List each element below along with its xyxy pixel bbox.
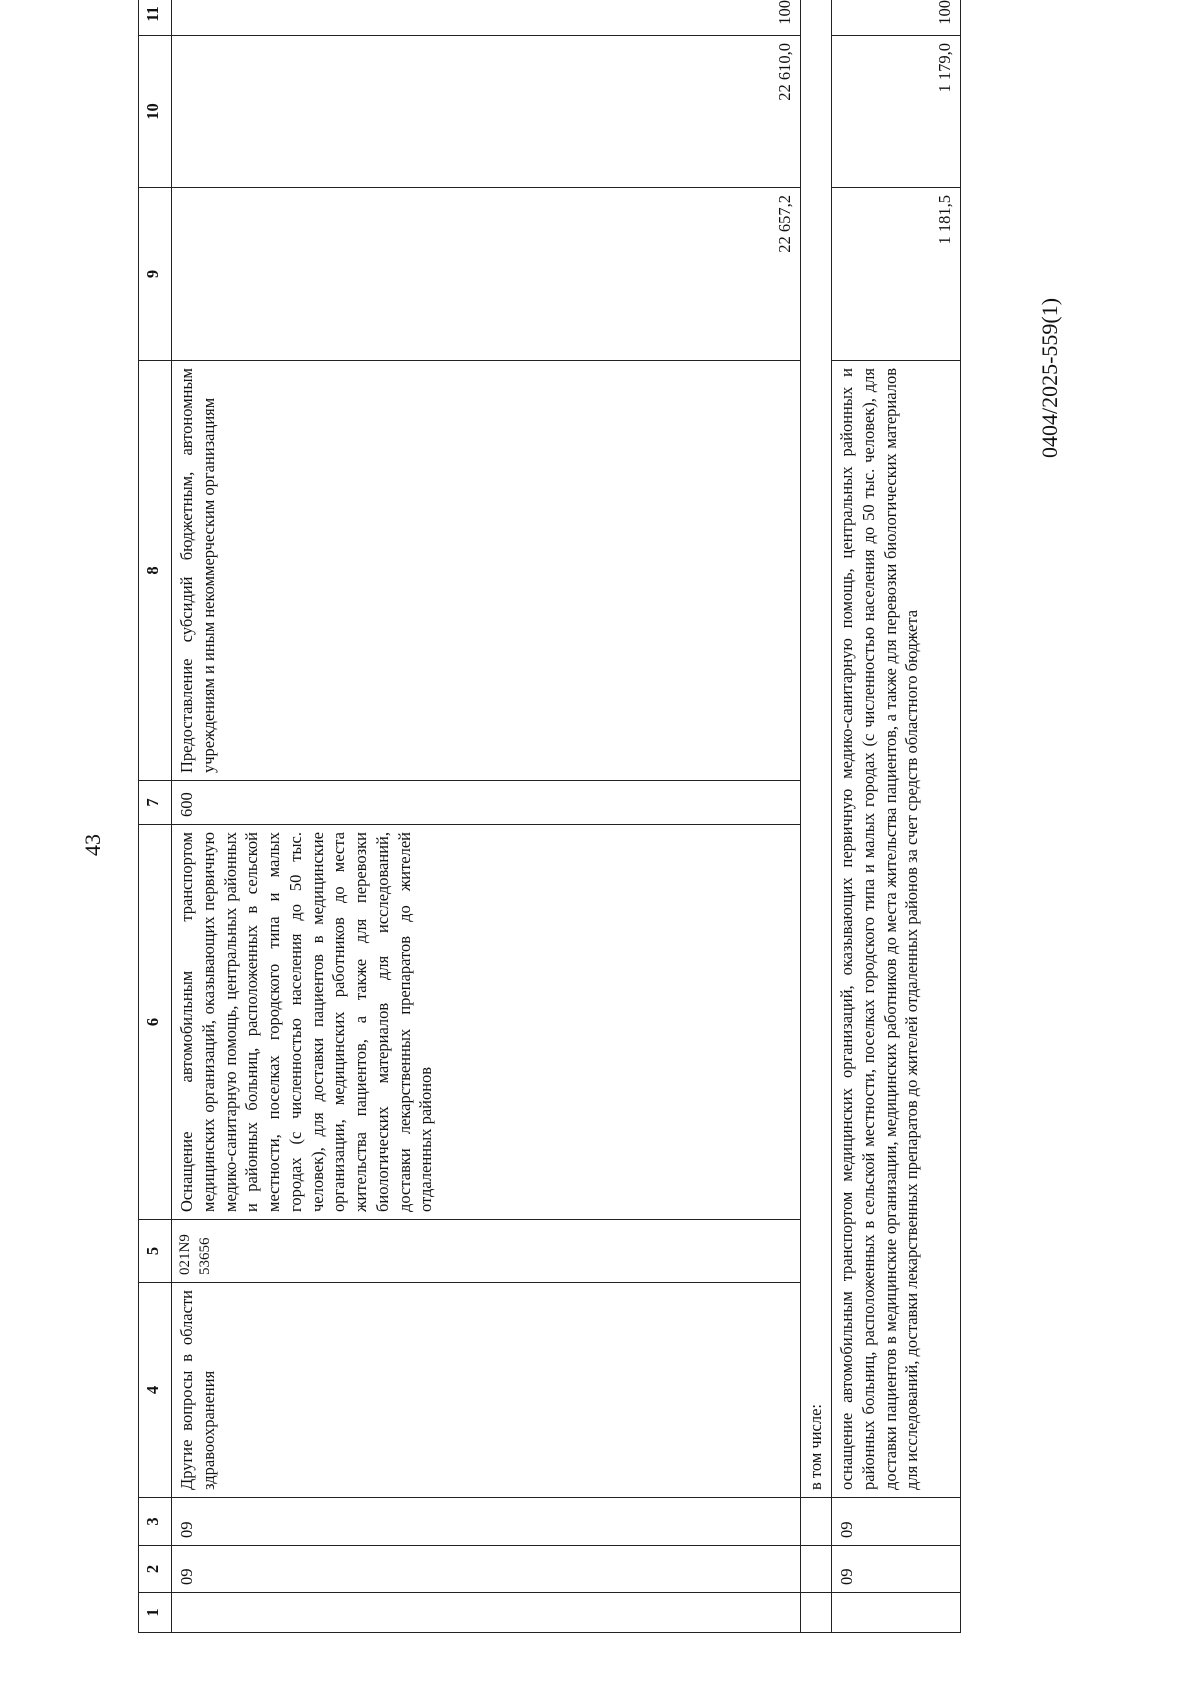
cell-detail-1 [832, 1593, 961, 1633]
cell-main-1 [172, 1593, 801, 1633]
col-header-4: 4 [139, 1283, 172, 1498]
cell-detail-10: 1 179,0 [832, 36, 961, 188]
col-header-8: 8 [139, 361, 172, 781]
document-code: 0404/2025-559(1) [1037, 297, 1062, 459]
cell-detail-text: оснащение автомобильным транспортом медицинских организаций, оказывающих первичную медико-санитарную помощь, центральных районных и районных больниц, расположенных в сельской местности, поселках городского типа и малых городах (с численностью населения до 50 тыс. человек), для доставки пациентов в медицинские организации, медицинских работников до места жительства пациентов, а также для перевозки биологических материалов для исследований, доставки лекарственных препаратов до жителей отдаленных районов за счет средств областного бюджета [832, 361, 961, 1498]
cell-main-3: 09 [172, 1498, 801, 1546]
cell-detail-2: 09 [832, 1546, 961, 1593]
cell-main-10: 22 610,0 [172, 36, 801, 188]
cell-incl-1 [801, 1593, 832, 1633]
cell-main-4: Другие вопросы в области здравоохранения [172, 1283, 801, 1498]
col-header-11: 11 [139, 0, 172, 36]
col-header-9: 9 [139, 188, 172, 361]
col-header-6: 6 [139, 825, 172, 1220]
cell-incl-3 [801, 1498, 832, 1546]
budget-table [138, 0, 961, 1633]
table-row-detail [832, 0, 961, 1633]
cell-main-8: Предоставление субсидий бюджетным, автономным учреждениям и иным некоммерческим организациям [172, 361, 801, 781]
cell-detail-11: 100 [832, 0, 961, 36]
page-number: 43 [80, 834, 105, 856]
col-header-1: 1 [139, 1593, 172, 1633]
cell-detail-3: 09 [832, 1498, 961, 1546]
cell-main-9: 22 657,2 [172, 188, 801, 361]
col-header-5: 5 [139, 1220, 172, 1283]
table-row-main [172, 0, 801, 1633]
header-row [139, 0, 172, 1633]
cell-main-5: 021N9 53656 [172, 1220, 801, 1283]
cell-main-11: 100 [172, 0, 801, 36]
cell-main-2: 09 [172, 1546, 801, 1593]
rotated-table-container [138, 0, 988, 1633]
including-label: в том числе: [801, 0, 832, 1498]
col-header-10: 10 [139, 36, 172, 188]
cell-detail-9: 1 181,5 [832, 188, 961, 361]
col-header-3: 3 [139, 1498, 172, 1546]
table-row-including [801, 0, 832, 1633]
col-header-2: 2 [139, 1546, 172, 1593]
cell-main-7: 600 [172, 781, 801, 825]
cell-incl-2 [801, 1546, 832, 1593]
col-header-7: 7 [139, 781, 172, 825]
cell-main-6: Оснащение автомобильным транспортом медицинских организаций, оказывающих первичную медико-санитарную помощь, центральных районных и районных больниц, расположенных в сельской местности, поселках городского типа и малых городах (с численностью населения до 50 тыс. человек), для доставки пациентов в медицинские организации, медицинских работников до места жительства пациентов, а также для перевозки биологических материалов для исследований, доставки лекарственных препаратов до жителей отдаленных районов [172, 825, 801, 1220]
